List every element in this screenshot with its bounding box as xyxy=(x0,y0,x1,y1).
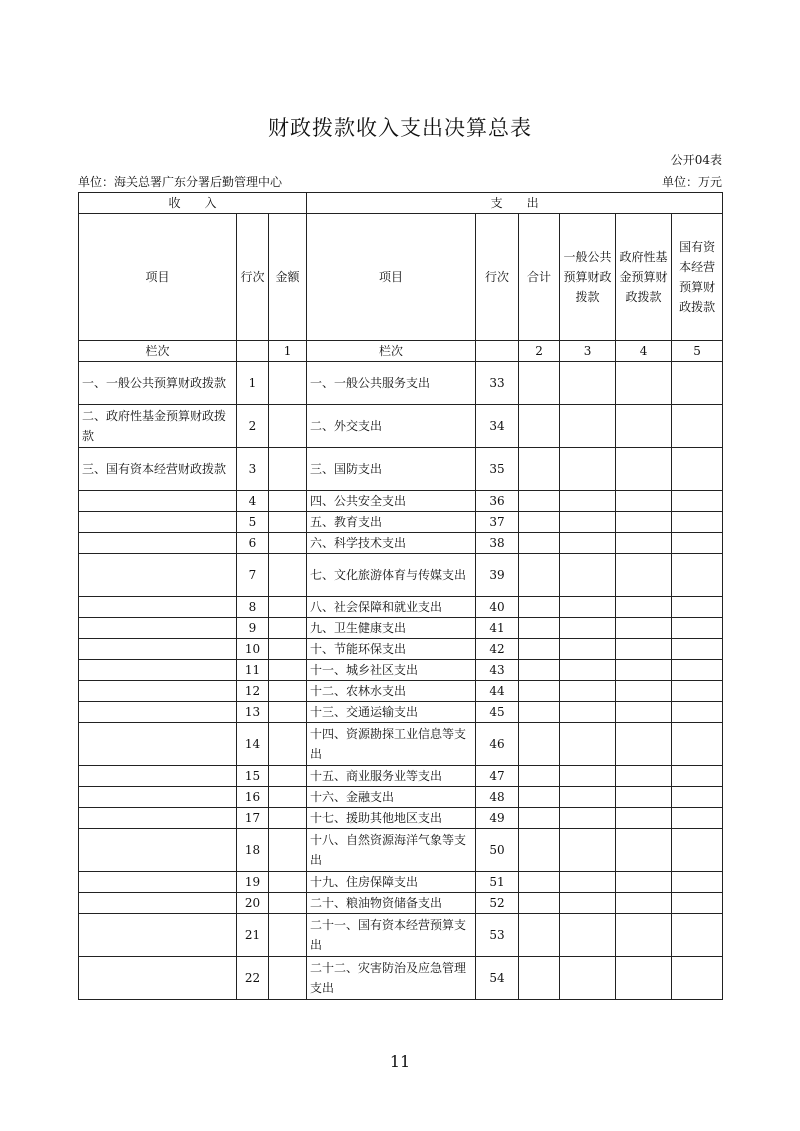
income-amount xyxy=(269,787,307,808)
table-row xyxy=(79,491,723,512)
column-number-1: 1 xyxy=(269,341,307,362)
expense-line-no: 36 xyxy=(476,491,519,512)
income-line-no: 5 xyxy=(237,512,269,533)
expense-line-no: 43 xyxy=(476,660,519,681)
column-blank xyxy=(237,341,269,362)
general-budget-value xyxy=(560,702,616,723)
unit-currency: 单位：万元 xyxy=(661,175,722,189)
general-budget-value xyxy=(560,597,616,618)
general-budget-value xyxy=(560,893,616,914)
table-row xyxy=(79,872,723,893)
total-value xyxy=(519,766,560,787)
table-row xyxy=(79,723,723,766)
gov-fund-value xyxy=(616,639,672,660)
income-item xyxy=(79,533,237,554)
total-value xyxy=(519,787,560,808)
state-capital-value xyxy=(672,554,723,597)
page-number: 11 xyxy=(389,1052,411,1071)
income-line-no: 9 xyxy=(237,618,269,639)
income-line-no: 16 xyxy=(237,787,269,808)
gov-fund-value xyxy=(616,702,672,723)
state-capital-value xyxy=(672,829,723,872)
state-capital-value xyxy=(672,702,723,723)
total-value xyxy=(519,914,560,957)
expense-item: 三、国防支出 xyxy=(307,448,476,491)
expense-line-no: 46 xyxy=(476,723,519,766)
gov-fund-value xyxy=(616,808,672,829)
expense-item: 二十一、国有资本经营预算支出 xyxy=(307,914,476,957)
income-line-no: 19 xyxy=(237,872,269,893)
income-amount xyxy=(269,405,307,448)
income-item xyxy=(79,766,237,787)
income-line-no: 15 xyxy=(237,766,269,787)
general-budget-value xyxy=(560,829,616,872)
general-budget-value xyxy=(560,660,616,681)
expense-item: 十二、农林水支出 xyxy=(307,681,476,702)
total-value xyxy=(519,829,560,872)
income-item xyxy=(79,660,237,681)
expense-item: 九、卫生健康支出 xyxy=(307,618,476,639)
income-line-no: 8 xyxy=(237,597,269,618)
total-value xyxy=(519,554,560,597)
expense-item: 十九、住房保障支出 xyxy=(307,872,476,893)
header-row-columns xyxy=(79,214,723,341)
general-budget-value xyxy=(560,618,616,639)
expense-line-no: 53 xyxy=(476,914,519,957)
total-value xyxy=(519,597,560,618)
general-budget-value xyxy=(560,787,616,808)
state-capital-value xyxy=(672,957,723,1000)
state-capital-value xyxy=(672,639,723,660)
gov-fund-value xyxy=(616,362,672,405)
table-row xyxy=(79,639,723,660)
general-budget-value xyxy=(560,808,616,829)
income-item xyxy=(79,681,237,702)
income-line-no: 22 xyxy=(237,957,269,1000)
header-row-group xyxy=(79,193,723,214)
expense-item: 五、教育支出 xyxy=(307,512,476,533)
income-amount xyxy=(269,723,307,766)
gov-fund-value xyxy=(616,766,672,787)
income-item xyxy=(79,723,237,766)
expense-item-header: 项目 xyxy=(307,214,476,341)
income-item xyxy=(79,787,237,808)
state-capital-value xyxy=(672,512,723,533)
income-amount xyxy=(269,893,307,914)
income-amount xyxy=(269,597,307,618)
expense-line-no: 35 xyxy=(476,448,519,491)
expense-line-no: 34 xyxy=(476,405,519,448)
income-item xyxy=(79,512,237,533)
income-amount xyxy=(269,872,307,893)
table-row xyxy=(79,957,723,1000)
income-line-no: 3 xyxy=(237,448,269,491)
expense-line-no: 33 xyxy=(476,362,519,405)
total-value xyxy=(519,491,560,512)
income-amount xyxy=(269,829,307,872)
income-line-no: 21 xyxy=(237,914,269,957)
income-item xyxy=(79,554,237,597)
income-item xyxy=(79,914,237,957)
expense-item: 十六、金融支出 xyxy=(307,787,476,808)
gov-fund-value xyxy=(616,554,672,597)
state-capital-value xyxy=(672,618,723,639)
state-capital-header: 国有资本经营预算财政拨款 xyxy=(672,214,723,341)
general-budget-value xyxy=(560,914,616,957)
table-row xyxy=(79,766,723,787)
expense-line-no: 38 xyxy=(476,533,519,554)
total-value xyxy=(519,362,560,405)
column-number-4: 4 xyxy=(616,341,672,362)
income-item xyxy=(79,957,237,1000)
total-value xyxy=(519,872,560,893)
state-capital-value xyxy=(672,681,723,702)
column-number-5: 5 xyxy=(672,341,723,362)
general-budget-value xyxy=(560,554,616,597)
state-capital-value xyxy=(672,597,723,618)
expense-line-no: 48 xyxy=(476,787,519,808)
expense-item: 十八、自然资源海洋气象等支出 xyxy=(307,829,476,872)
total-value xyxy=(519,681,560,702)
expense-item: 十七、援助其他地区支出 xyxy=(307,808,476,829)
gov-fund-value xyxy=(616,723,672,766)
expense-line-no: 44 xyxy=(476,681,519,702)
form-code: 公开04表 xyxy=(670,153,722,167)
income-amount xyxy=(269,681,307,702)
income-amount xyxy=(269,957,307,1000)
expense-line-no: 47 xyxy=(476,766,519,787)
total-value xyxy=(519,512,560,533)
gov-fund-value xyxy=(616,660,672,681)
expense-line-no: 39 xyxy=(476,554,519,597)
state-capital-value xyxy=(672,893,723,914)
income-item xyxy=(79,808,237,829)
table-row xyxy=(79,702,723,723)
total-value xyxy=(519,893,560,914)
general-budget-value xyxy=(560,512,616,533)
expense-header: 支 出 xyxy=(307,193,723,214)
state-capital-value xyxy=(672,491,723,512)
general-budget-value xyxy=(560,872,616,893)
income-amount xyxy=(269,533,307,554)
gov-fund-value xyxy=(616,512,672,533)
total-value xyxy=(519,723,560,766)
income-line-no: 1 xyxy=(237,362,269,405)
expense-line-no: 49 xyxy=(476,808,519,829)
income-amount xyxy=(269,914,307,957)
expense-line-no: 40 xyxy=(476,597,519,618)
table-row xyxy=(79,405,723,448)
income-item xyxy=(79,829,237,872)
income-line-no: 12 xyxy=(237,681,269,702)
total-value xyxy=(519,702,560,723)
income-item: 一、一般公共预算财政拨款 xyxy=(79,362,237,405)
column-number-row xyxy=(79,341,723,362)
table-row xyxy=(79,448,723,491)
income-amount xyxy=(269,512,307,533)
income-amount xyxy=(269,491,307,512)
state-capital-value xyxy=(672,914,723,957)
table-row xyxy=(79,362,723,405)
income-amount xyxy=(269,808,307,829)
table-row xyxy=(79,829,723,872)
column-label-left: 栏次 xyxy=(79,341,237,362)
expense-item: 二、外交支出 xyxy=(307,405,476,448)
income-item xyxy=(79,893,237,914)
table-row xyxy=(79,512,723,533)
total-value xyxy=(519,639,560,660)
income-amount xyxy=(269,554,307,597)
gov-fund-header: 政府性基金预算财政拨款 xyxy=(616,214,672,341)
settlement-table xyxy=(78,192,723,1000)
expense-item: 十五、商业服务业等支出 xyxy=(307,766,476,787)
total-value xyxy=(519,618,560,639)
state-capital-value xyxy=(672,766,723,787)
general-budget-header: 一般公共预算财政拨款 xyxy=(560,214,616,341)
gov-fund-value xyxy=(616,448,672,491)
income-line-no: 10 xyxy=(237,639,269,660)
expense-line-no: 37 xyxy=(476,512,519,533)
expense-item: 一、一般公共服务支出 xyxy=(307,362,476,405)
expense-line-no: 41 xyxy=(476,618,519,639)
income-line-no: 20 xyxy=(237,893,269,914)
expense-line-no: 50 xyxy=(476,829,519,872)
gov-fund-value xyxy=(616,829,672,872)
income-amount xyxy=(269,639,307,660)
gov-fund-value xyxy=(616,618,672,639)
general-budget-value xyxy=(560,448,616,491)
gov-fund-value xyxy=(616,914,672,957)
general-budget-value xyxy=(560,491,616,512)
gov-fund-value xyxy=(616,681,672,702)
general-budget-value xyxy=(560,362,616,405)
gov-fund-value xyxy=(616,872,672,893)
income-line-no: 17 xyxy=(237,808,269,829)
table-row xyxy=(79,787,723,808)
income-item xyxy=(79,491,237,512)
table-row xyxy=(79,914,723,957)
state-capital-value xyxy=(672,533,723,554)
income-line-no-header: 行次 xyxy=(237,214,269,341)
table-row xyxy=(79,808,723,829)
expense-item: 十三、交通运输支出 xyxy=(307,702,476,723)
expense-item: 十一、城乡社区支出 xyxy=(307,660,476,681)
income-amount xyxy=(269,448,307,491)
expense-line-no: 54 xyxy=(476,957,519,1000)
expense-item: 八、社会保障和就业支出 xyxy=(307,597,476,618)
state-capital-value xyxy=(672,405,723,448)
income-line-no: 11 xyxy=(237,660,269,681)
table-row xyxy=(79,533,723,554)
income-line-no: 18 xyxy=(237,829,269,872)
total-value xyxy=(519,533,560,554)
income-line-no: 13 xyxy=(237,702,269,723)
income-amount xyxy=(269,362,307,405)
income-amount xyxy=(269,766,307,787)
expense-item: 十、节能环保支出 xyxy=(307,639,476,660)
income-item xyxy=(79,872,237,893)
gov-fund-value xyxy=(616,957,672,1000)
general-budget-value xyxy=(560,723,616,766)
state-capital-value xyxy=(672,808,723,829)
expense-item: 十四、资源勘探工业信息等支出 xyxy=(307,723,476,766)
expense-line-no: 42 xyxy=(476,639,519,660)
expense-item: 二十二、灾害防治及应急管理支出 xyxy=(307,957,476,1000)
income-line-no: 14 xyxy=(237,723,269,766)
table-row xyxy=(79,554,723,597)
general-budget-value xyxy=(560,681,616,702)
gov-fund-value xyxy=(616,405,672,448)
state-capital-value xyxy=(672,787,723,808)
general-budget-value xyxy=(560,957,616,1000)
general-budget-value xyxy=(560,405,616,448)
income-amount xyxy=(269,618,307,639)
income-line-no: 2 xyxy=(237,405,269,448)
gov-fund-value xyxy=(616,893,672,914)
page-title: 财政拨款收入支出决算总表 xyxy=(268,116,532,140)
income-line-no: 7 xyxy=(237,554,269,597)
expense-line-no: 45 xyxy=(476,702,519,723)
income-item xyxy=(79,702,237,723)
expense-item: 四、公共安全支出 xyxy=(307,491,476,512)
expense-item: 六、科学技术支出 xyxy=(307,533,476,554)
table-row xyxy=(79,681,723,702)
expense-line-no: 52 xyxy=(476,893,519,914)
income-item xyxy=(79,597,237,618)
gov-fund-value xyxy=(616,597,672,618)
state-capital-value xyxy=(672,723,723,766)
income-line-no: 4 xyxy=(237,491,269,512)
expense-line-no-header: 行次 xyxy=(476,214,519,341)
income-item xyxy=(79,639,237,660)
column-blank xyxy=(476,341,519,362)
table-row xyxy=(79,660,723,681)
income-amount-header: 金额 xyxy=(269,214,307,341)
total-value xyxy=(519,808,560,829)
table-row xyxy=(79,618,723,639)
income-header: 收 入 xyxy=(79,193,307,214)
gov-fund-value xyxy=(616,787,672,808)
unit-organization: 单位：海关总署广东分署后勤管理中心 xyxy=(78,175,283,189)
column-label-right: 栏次 xyxy=(307,341,476,362)
state-capital-value xyxy=(672,448,723,491)
income-item-header: 项目 xyxy=(79,214,237,341)
state-capital-value xyxy=(672,362,723,405)
gov-fund-value xyxy=(616,533,672,554)
expense-line-no: 51 xyxy=(476,872,519,893)
state-capital-value xyxy=(672,872,723,893)
expense-item: 七、文化旅游体育与传媒支出 xyxy=(307,554,476,597)
state-capital-value xyxy=(672,660,723,681)
income-amount xyxy=(269,660,307,681)
total-value xyxy=(519,660,560,681)
income-amount xyxy=(269,702,307,723)
general-budget-value xyxy=(560,766,616,787)
expense-item: 二十、粮油物资储备支出 xyxy=(307,893,476,914)
total-value xyxy=(519,405,560,448)
income-line-no: 6 xyxy=(237,533,269,554)
income-item: 三、国有资本经营财政拨款 xyxy=(79,448,237,491)
column-number-3: 3 xyxy=(560,341,616,362)
income-item xyxy=(79,618,237,639)
gov-fund-value xyxy=(616,491,672,512)
total-value xyxy=(519,957,560,1000)
table-row xyxy=(79,597,723,618)
income-item: 二、政府性基金预算财政拨款 xyxy=(79,405,237,448)
column-number-2: 2 xyxy=(519,341,560,362)
total-header: 合计 xyxy=(519,214,560,341)
general-budget-value xyxy=(560,639,616,660)
table-row xyxy=(79,893,723,914)
total-value xyxy=(519,448,560,491)
general-budget-value xyxy=(560,533,616,554)
